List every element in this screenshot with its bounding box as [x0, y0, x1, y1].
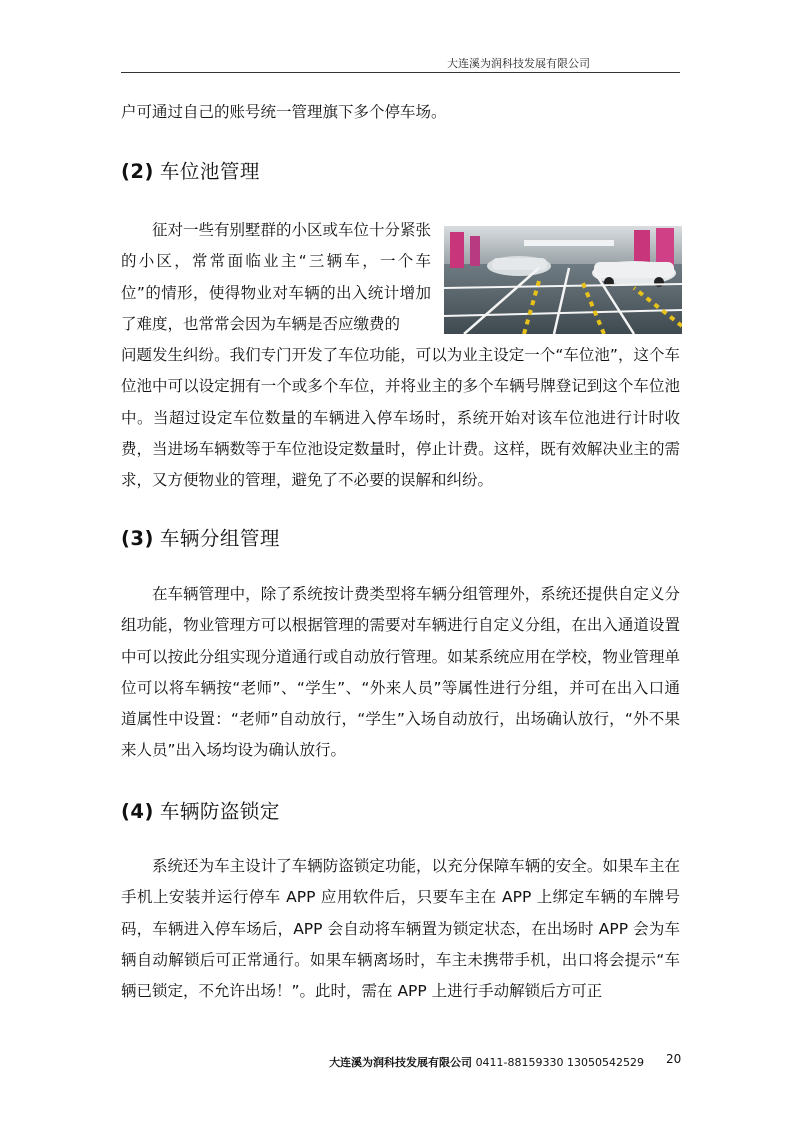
vehicle-group-paragraph: 在车辆管理中，除了系统按计费类型将车辆分组管理外，系统还提供自定义分组功能，物业管理方可以根据管理的需要对车辆进行自定义分组，在出入通道设置中可以按此分组实现分道通行或自动放行管理。如某系统应用在学校，物业管理单位可以将车辆按“老师”、“学生”、“外来人员”等属性进行分组，并可在出入口通道属性中设置：“老师”自动放行，“学生”入场自动放行，出场确认放行，“外不果来人员”出入场均设为确认放行。	[121, 585, 680, 760]
footer-company: 大连溪为润科技发展有限公司	[329, 1056, 473, 1069]
section-heading-2	[121, 156, 260, 184]
section-number: (4)	[121, 800, 154, 823]
continuation-paragraph: 户可通过自己的账号统一管理旗下多个停车场。	[121, 103, 447, 121]
footer-contact	[329, 1054, 644, 1070]
footer-phone: 0411-88159330	[475, 1056, 564, 1069]
header-company: 大连溪为润科技发展有限公司	[447, 57, 590, 70]
parking-garage-illustration	[444, 226, 682, 334]
header-rule	[121, 72, 680, 73]
section-title: 车位池管理	[159, 160, 260, 183]
section-title: 车辆分组管理	[159, 527, 280, 550]
parking-garage-photo	[444, 226, 682, 334]
section-heading-3	[121, 523, 280, 551]
section-heading-4	[121, 796, 280, 824]
parking-pool-paragraph-wrapped: 征对一些有别墅群的小区或车位十分紧张的小区，常常面临业主“三辆车，一个车位”的情形，使得物业对车辆的出入统计增加了难度，也常常会因为车辆是否应缴费的	[121, 221, 432, 333]
page-number: 20	[666, 1052, 682, 1066]
section-number: (3)	[121, 527, 154, 550]
anti-theft-paragraph: 系统还为车主设计了车辆防盗锁定功能，以充分保障车辆的安全。如果车主在手机上安装并运行停车 APP 应用软件后，只要车主在 APP 上绑定车辆的车牌号码，车辆进入停车场后，APP 会自动将车辆置为锁定状态，在出场时 APP 会为车辆自动解锁后可正常通行。如果车辆离场时，车主未携带手机，出口将会提示“车辆已锁定，不允许出场！”。此时，需在 APP 上进行手动解锁后方可正	[121, 857, 680, 1001]
section-title: 车辆防盗锁定	[159, 800, 280, 823]
section-number: (2)	[121, 160, 154, 183]
parking-pool-paragraph-rest: 问题发生纠纷。我们专门开发了车位功能，可以为业主设定一个“车位池”，这个车位池中可以设定拥有一个或多个车位，并将业主的多个车辆号牌登记到这个车位池中。当超过设定车位数量的车辆进入停车场时，系统开始对该车位池进行计时收费，当进场车辆数等于车位池设定数量时，停止计费。这样，既有效解决业主的需求，又方便物业的管理，避免了不必要的误解和纠纷。	[121, 346, 680, 490]
footer-mobile: 13050542529	[567, 1056, 644, 1069]
